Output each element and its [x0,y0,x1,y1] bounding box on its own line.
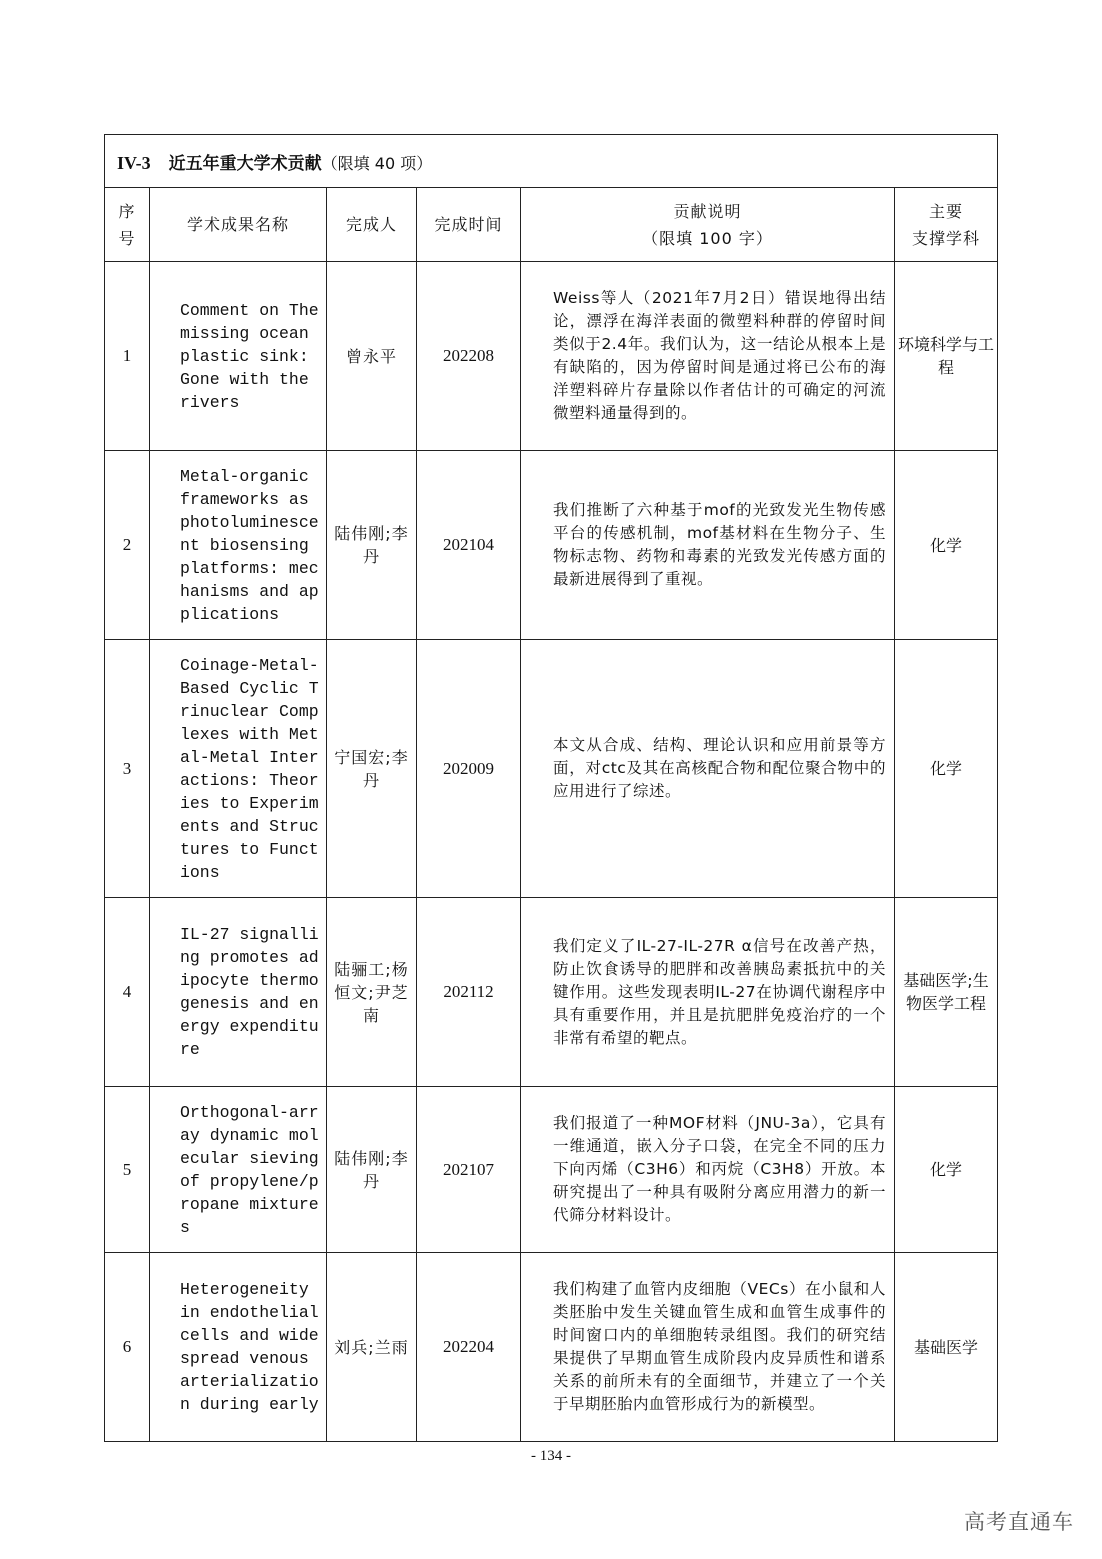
header-desc-line1: 贡献说明 [673,201,742,221]
row-desc: 我们构建了血管内皮细胞（VECs）在小鼠和人类胚胎中发生关键血管生成和血管生成事件的时间窗口内的单细胞转录组图。我们的研究结果提供了早期血管生成阶段内皮异质性和谱系关系的前所未有的全面细节，并建立了一个关于早期胚胎内血管形成行为的新模型。 [521,1253,895,1442]
watermark-text: 高考直通车 [964,1510,1074,1534]
section-limit: （限填 40 项） [321,153,433,173]
row-desc: 我们推断了六种基于mof的光致发光生物传感平台的传感机制，mof基材料在生物分子、生物标志物、药物和毒素的光致发光传感方面的最新进展得到了重视。 [521,451,895,640]
row-subject: 基础医学;生物医学工程 [895,898,998,1087]
row-desc: 我们定义了IL-27-IL-27R α信号在改善产热，防止饮食诱导的肥胖和改善胰岛素抵抗中的关键作用。这些发现表明IL-27在协调代谢程序中具有重要作用，并且是抗肥胖免疫治疗的一个非常有希望的靶点。 [521,898,895,1087]
row-name: Comment on The missing ocean plastic sink: Gone with the rivers [150,262,327,451]
row-authors: 宁国宏;李丹 [327,640,417,898]
row-subject: 化学 [895,451,998,640]
row-date: 202208 [417,262,521,451]
row-date: 202104 [417,451,521,640]
header-desc-line2: （限填 100 字） [642,228,773,248]
row-index: 4 [105,898,150,1087]
row-index: 5 [105,1087,150,1253]
section-code: IV-3 [117,152,151,173]
row-date: 202112 [417,898,521,1087]
row-name: Heterogeneity in endothelial cells and widespread venous arterialization during early [150,1253,327,1442]
row-subject: 基础医学 [895,1253,998,1442]
header-index-line1: 序 [118,201,136,221]
row-index: 2 [105,451,150,640]
header-subject-line1: 主要 [928,201,963,221]
header-subject-line2: 支撑学科 [911,228,980,248]
row-authors: 陆骊工;杨恒文;尹芝南 [327,898,417,1087]
row-subject: 化学 [895,640,998,898]
row-desc: Weiss等人（2021年7月2日）错误地得出结论，漂浮在海洋表面的微塑料种群的停留时间类似于2.4年。我们认为，这一结论从根本上是有缺陷的，因为停留时间是通过将已公布的海洋塑料碎片存量除以作者估计的可确定的河流微塑料通量得到的。 [521,262,895,451]
header-subject [895,188,998,262]
achievements-table-wrapper [104,134,997,1442]
header-date: 完成时间 [417,188,521,262]
row-name: Coinage-Metal-Based Cyclic Trinuclear Complexes with Metal-Metal Interactions: Theories to Experiments and Structures to Functions [150,640,327,898]
row-desc: 本文从合成、结构、理论认识和应用前景等方面，对ctc及其在高核配合物和配位聚合物中的应用进行了综述。 [521,640,895,898]
header-index-line2: 号 [118,228,136,248]
achievements-table [104,134,998,1442]
row-subject: 环境科学与工程 [895,262,998,451]
header-name: 学术成果名称 [150,188,327,262]
row-index: 6 [105,1253,150,1442]
row-authors: 陆伟刚;李丹 [327,451,417,640]
row-desc: 我们报道了一种MOF材料（JNU-3a），它具有一维通道，嵌入分子口袋，在完全不同的压力下向丙烯（C3H6）和丙烷（C3H8）开放。本研究提出了一种具有吸附分离应用潜力的新一代筛分材料设计。 [521,1087,895,1253]
row-date: 202204 [417,1253,521,1442]
row-authors: 曾永平 [327,262,417,451]
row-name: Orthogonal-array dynamic molecular sieving of propylene/propane mixtures [150,1087,327,1253]
table-row [105,262,998,451]
section-header [105,135,998,188]
column-header-row [105,188,998,262]
row-name: IL-27 signalling promotes adipocyte thermogenesis and energy expenditure [150,898,327,1087]
row-name: Metal-organic frameworks as photoluminescent biosensing platforms: mechanisms and applications [150,451,327,640]
section-header-row [105,135,998,188]
header-desc [521,188,895,262]
row-subject: 化学 [895,1087,998,1253]
table-row [105,451,998,640]
row-date: 202107 [417,1087,521,1253]
table-row [105,1087,998,1253]
row-index: 1 [105,262,150,451]
row-index: 3 [105,640,150,898]
section-title: 近五年重大学术贡献 [168,153,322,174]
table-row [105,898,998,1087]
header-index [105,188,150,262]
header-authors: 完成人 [327,188,417,262]
table-row [105,640,998,898]
table-row [105,1253,998,1442]
page-number: - 134 - [531,1448,571,1464]
row-date: 202009 [417,640,521,898]
row-authors: 刘兵;兰雨 [327,1253,417,1442]
row-authors: 陆伟刚;李丹 [327,1087,417,1253]
